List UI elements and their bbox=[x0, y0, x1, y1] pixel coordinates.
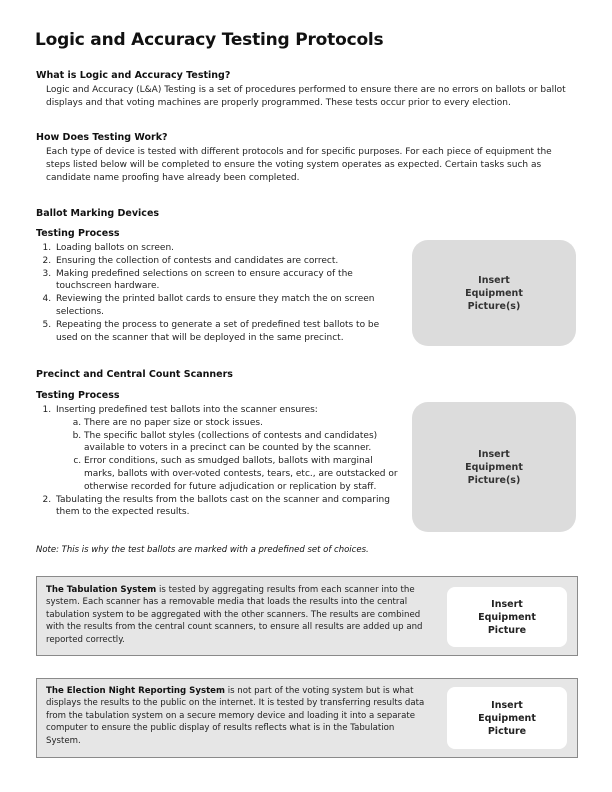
placeholder-line: Insert bbox=[478, 274, 510, 286]
list-item bbox=[54, 404, 406, 494]
enr-title: The Election Night Reporting System bbox=[46, 686, 225, 696]
what-is-body: Logic and Accuracy (L&A) Testing is a set of procedures performed to ensure there are no errors on ballots or ballot displays and that voting machines are properly programmed. These tests occur prior to every election. bbox=[46, 85, 566, 108]
list-item: 2. Tabulating the results from the ballots cast on the scanner and comparing them to the expected results. bbox=[54, 494, 406, 520]
placeholder-line: Equipment bbox=[465, 287, 523, 299]
step-text: Inserting predefined test ballots into the scanner ensures: bbox=[56, 405, 318, 415]
list-item: 5. Repeating the process to generate a set of predefined test ballots to be used on the scanner that will be deployed in the same precinct. bbox=[54, 319, 401, 345]
scanners-steps bbox=[36, 404, 406, 519]
how-testing-heading: How Does Testing Work? bbox=[36, 132, 168, 143]
placeholder-line: Picture(s) bbox=[467, 300, 521, 312]
list-item: 2. Ensuring the collection of contests and candidates are correct. bbox=[54, 255, 401, 268]
placeholder-line: Equipment bbox=[465, 461, 523, 473]
enr-text bbox=[46, 685, 431, 747]
tabulation-text bbox=[46, 584, 426, 646]
placeholder-line: Picture bbox=[487, 725, 527, 737]
ballot-marking-subheading: Testing Process bbox=[36, 228, 120, 239]
sub-list-item: c. Error conditions, such as smudged ballots, ballots with marginal marks, ballots with over-voted contests, tears, etc., are outstacked or otherwise recorded for future adjudication or replication by staff. bbox=[84, 455, 406, 493]
placeholder-line: Equipment bbox=[478, 712, 536, 724]
enr-picture-placeholder bbox=[447, 687, 567, 749]
page-title: Logic and Accuracy Testing Protocols bbox=[35, 30, 384, 50]
what-is-heading: What is Logic and Accuracy Testing? bbox=[36, 70, 231, 81]
list-item: 3. Making predefined selections on screen to ensure accuracy of the touchscreen hardware. bbox=[54, 268, 401, 294]
placeholder-line: Insert bbox=[491, 598, 523, 610]
sub-list-item: a. There are no paper size or stock issues. bbox=[84, 417, 406, 430]
enr-description: is not part of the voting system but is what displays the results to the public on the internet. It is tested by transferring results data from the tabulation system on a secure memory device and loading it into a separate computer to ensure the public display of results reflects what is in the Tabulation System. bbox=[46, 686, 425, 746]
placeholder-line: Insert bbox=[491, 699, 523, 711]
ballot-marking-heading: Ballot Marking Devices bbox=[36, 208, 160, 219]
sub-list-item: b. The specific ballot styles (collections of contests and candidates) available to voters in a precinct can be counted by the scanner. bbox=[84, 430, 406, 456]
ballot-marking-picture-placeholder bbox=[412, 240, 576, 346]
placeholder-line: Insert bbox=[478, 448, 510, 460]
tabulation-panel bbox=[36, 576, 578, 656]
enr-panel bbox=[36, 678, 578, 758]
scanners-picture-placeholder bbox=[412, 402, 576, 532]
tabulation-picture-placeholder bbox=[447, 587, 567, 647]
placeholder-line: Equipment bbox=[478, 611, 536, 623]
scanners-heading: Precinct and Central Count Scanners bbox=[36, 369, 233, 380]
placeholder-line: Picture bbox=[487, 624, 527, 636]
tabulation-title: The Tabulation System bbox=[46, 585, 157, 595]
placeholder-line: Picture(s) bbox=[467, 474, 521, 486]
ballot-marking-steps bbox=[36, 242, 401, 344]
list-item: 4. Reviewing the printed ballot cards to ensure they match the on screen selections. bbox=[54, 293, 401, 319]
tabulation-description: is tested by aggregating results from each scanner into the system. Each scanner has a removable media that loads the results into the central tabulation system to be aggregated with the other scanners. The results are combined with the results from the central count scanners, to ensure all results are added up and reported correctly. bbox=[46, 585, 423, 645]
list-item: 1. Loading ballots on screen. bbox=[54, 242, 401, 255]
how-testing-body: Each type of device is tested with different protocols and for specific purposes. For each piece of equipment the steps listed below will be completed to ensure the voting system operates as expected. Certain tasks such as candidate name proofing have already been completed. bbox=[46, 147, 552, 183]
note-text: Note: This is why the test ballots are marked with a predefined set of choices. bbox=[36, 545, 369, 555]
scanners-subheading: Testing Process bbox=[36, 390, 120, 401]
